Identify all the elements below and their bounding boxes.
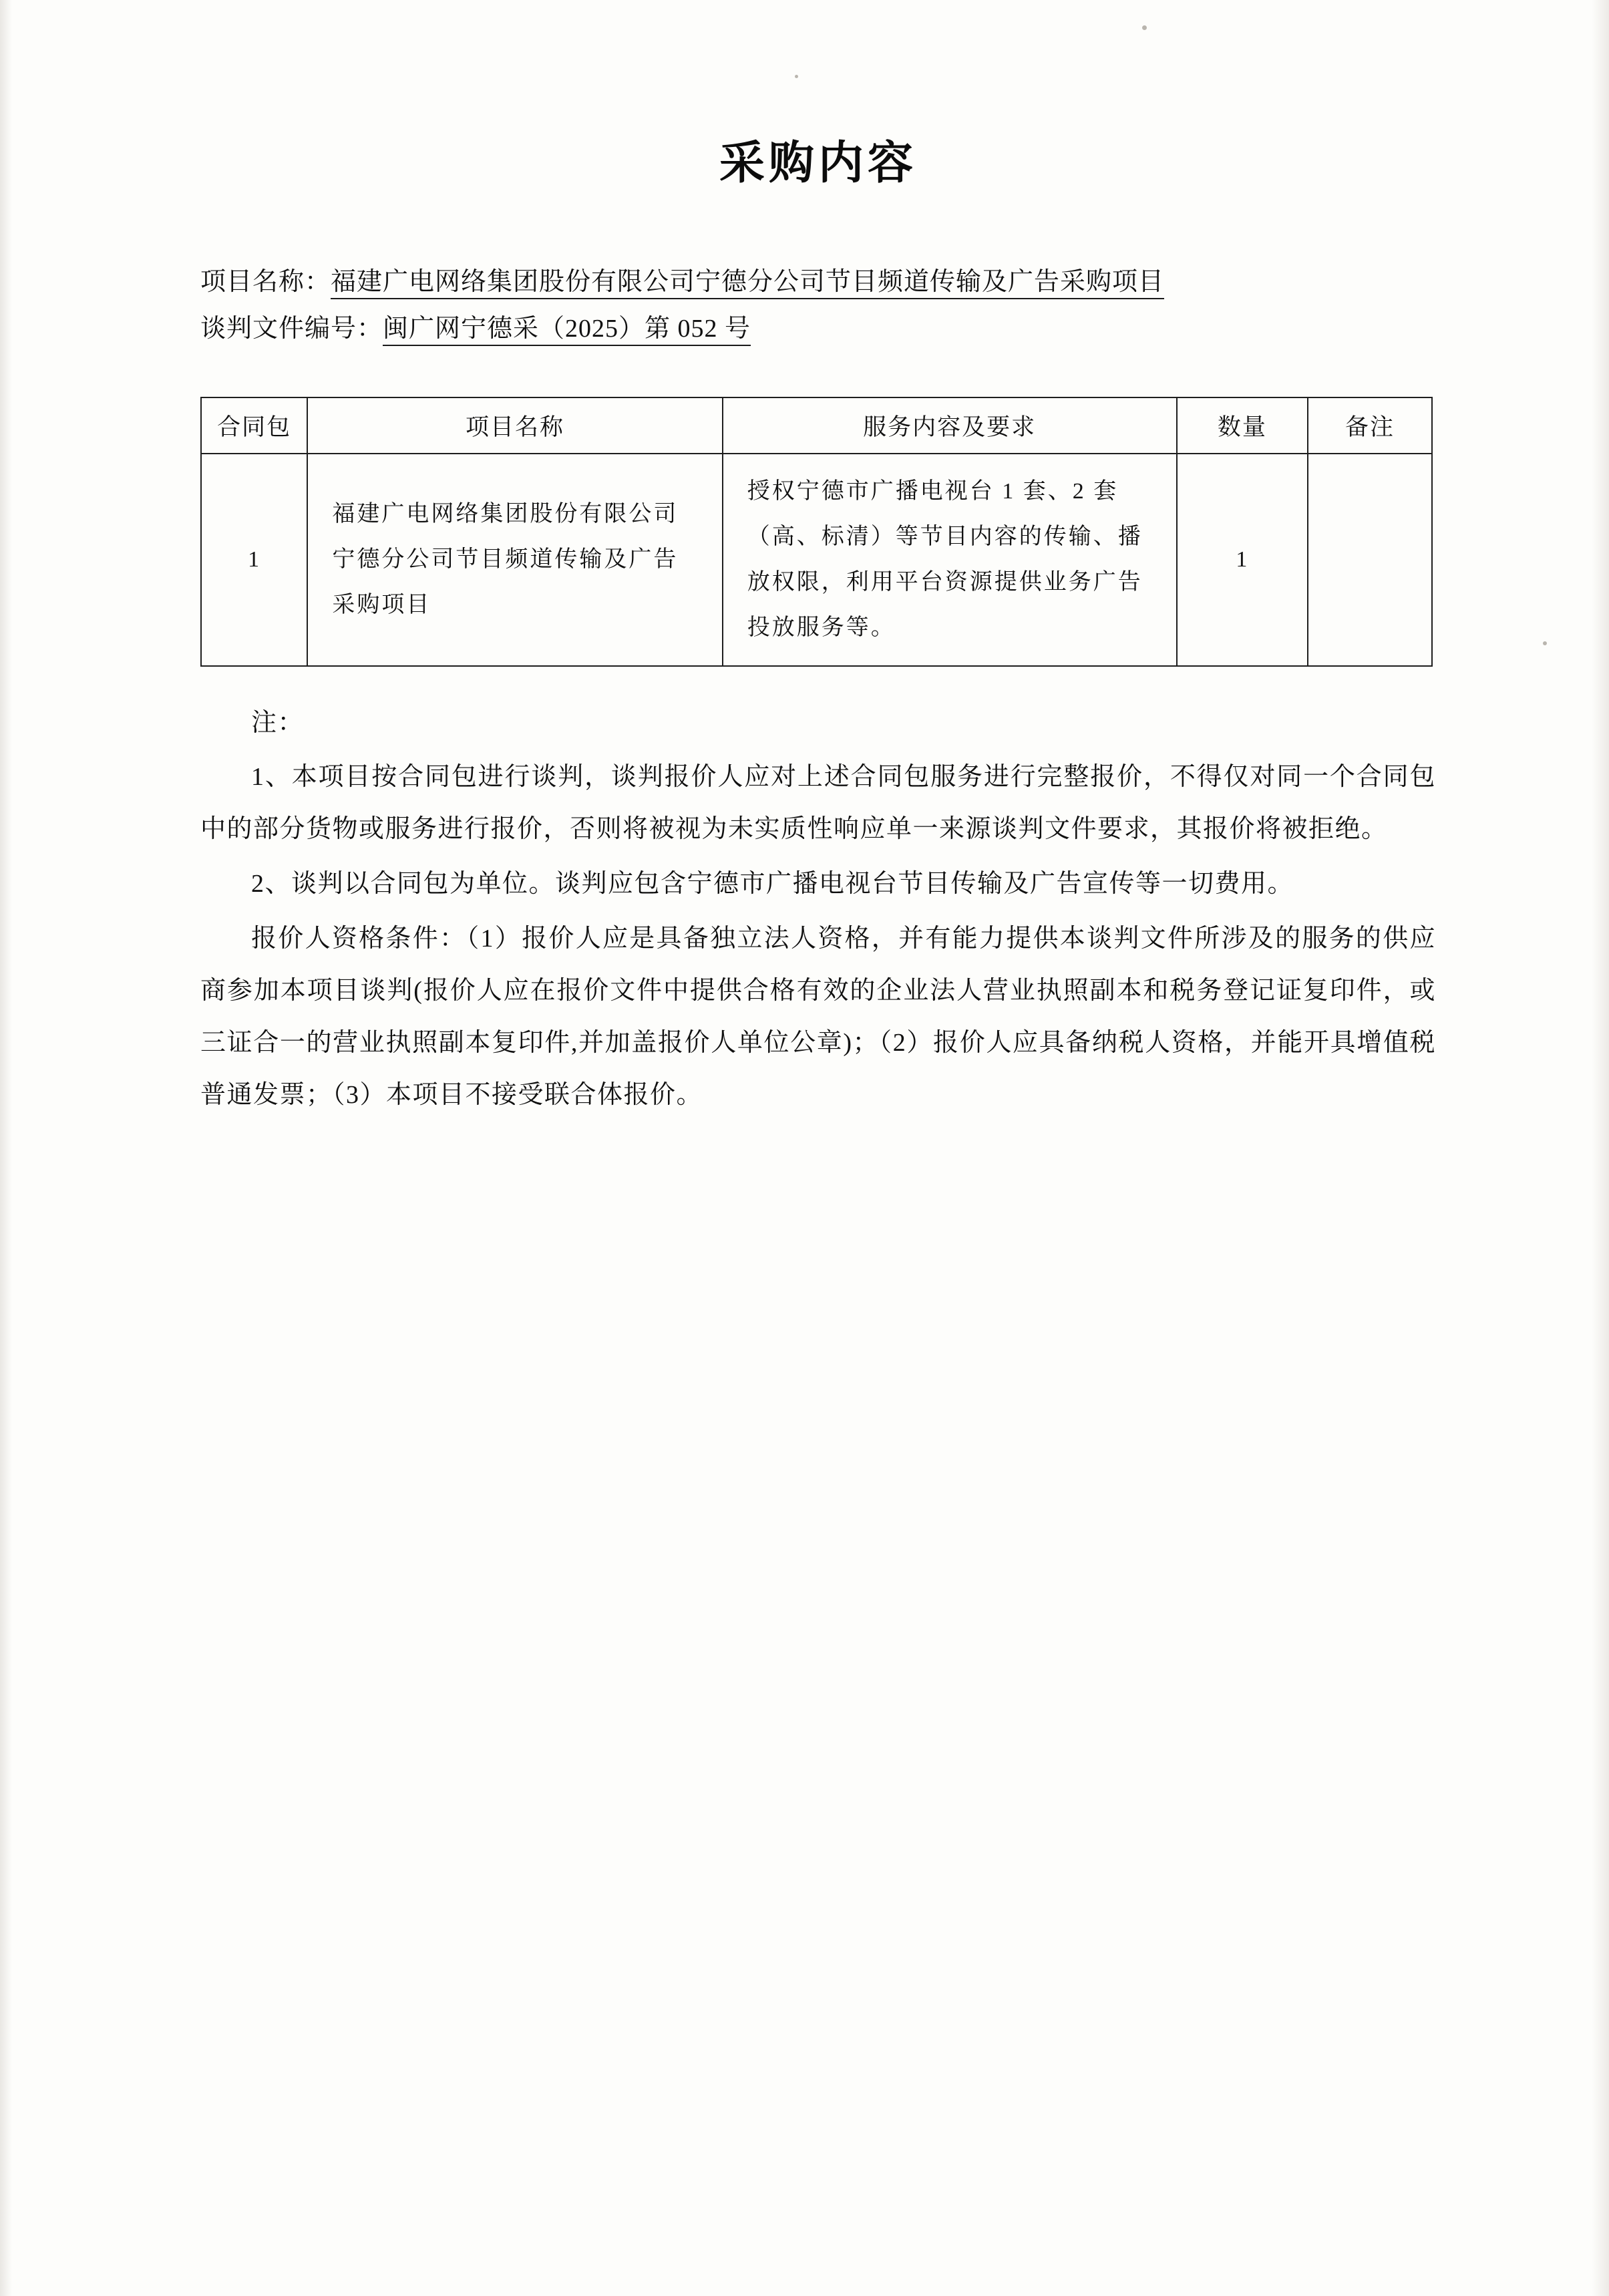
meta-row-project-name [200, 259, 1436, 305]
meta-label-document-number: 谈判文件编号： [200, 315, 383, 343]
table-header-remark: 备注 [1308, 397, 1432, 454]
cell-name [307, 454, 722, 666]
document-content [200, 100, 1436, 1124]
notes-section [200, 697, 1436, 1122]
cell-description-text: 授权宁德市广播电视台 1 套、2 套（高、标清）等节目内容的传输、播放权限，利用平台资源提供业务广告投放服务等。 [747, 478, 1143, 640]
meta-row-document-number [200, 305, 1436, 352]
scan-edge-left [0, 0, 12, 2296]
scan-speck [1543, 641, 1547, 645]
table-row [201, 454, 1432, 666]
table-header-quantity: 数量 [1177, 397, 1308, 454]
cell-description [723, 454, 1177, 666]
meta-value-project-name: 福建广电网络集团股份有限公司宁德分公司节目频道传输及广告采购项目 [331, 268, 1164, 299]
scan-speck [1142, 25, 1147, 30]
table-header-name: 项目名称 [307, 397, 722, 454]
note-item-2: 2、谈判以合同包为单位。谈判应包含宁德市广播电视台节目传输及广告宣传等一切费用。 [251, 870, 1294, 898]
cell-quantity: 1 [1177, 454, 1308, 666]
package-table [200, 397, 1433, 667]
meta-label-project-name: 项目名称： [200, 268, 331, 296]
notes-label: 注： [251, 708, 305, 737]
scan-edge-right [1592, 0, 1609, 2296]
cell-remark [1308, 454, 1432, 666]
table-header-package: 合同包 [201, 397, 307, 454]
scan-speck [795, 75, 798, 78]
table-header-description: 服务内容及要求 [723, 397, 1177, 454]
page-title: 采购内容 [719, 137, 917, 190]
note-item-1: 1、本项目按合同包进行谈判，谈判报价人应对上述合同包服务进行完整报价，不得仅对同一个合同包中的部分货物或服务进行报价，否则将被视为未实质性响应单一来源谈判文件要求，其报价将被拒绝。 [200, 763, 1436, 844]
cell-name-text: 福建广电网络集团股份有限公司宁德分公司节目频道传输及广告采购项目 [332, 501, 679, 617]
project-meta [200, 259, 1436, 353]
meta-value-document-number: 闽广网宁德采（2025）第 052 号 [383, 315, 751, 346]
table-header-row [201, 397, 1432, 454]
note-item-qualification: 报价人资格条件：（1）报价人应是具备独立法人资格，并有能力提供本谈判文件所涉及的服务的供应商参加本项目谈判(报价人应在报价文件中提供合格有效的企业法人营业执照副本和税务登记证复印件，或三证合一的营业执照副本复印件,并加盖报价人单位公章)；（2）报价人应具备纳税人资格，并能开具增值税普通发票；（3）本项目不接受联合体报价。 [200, 925, 1436, 1109]
cell-package: 1 [201, 454, 307, 666]
